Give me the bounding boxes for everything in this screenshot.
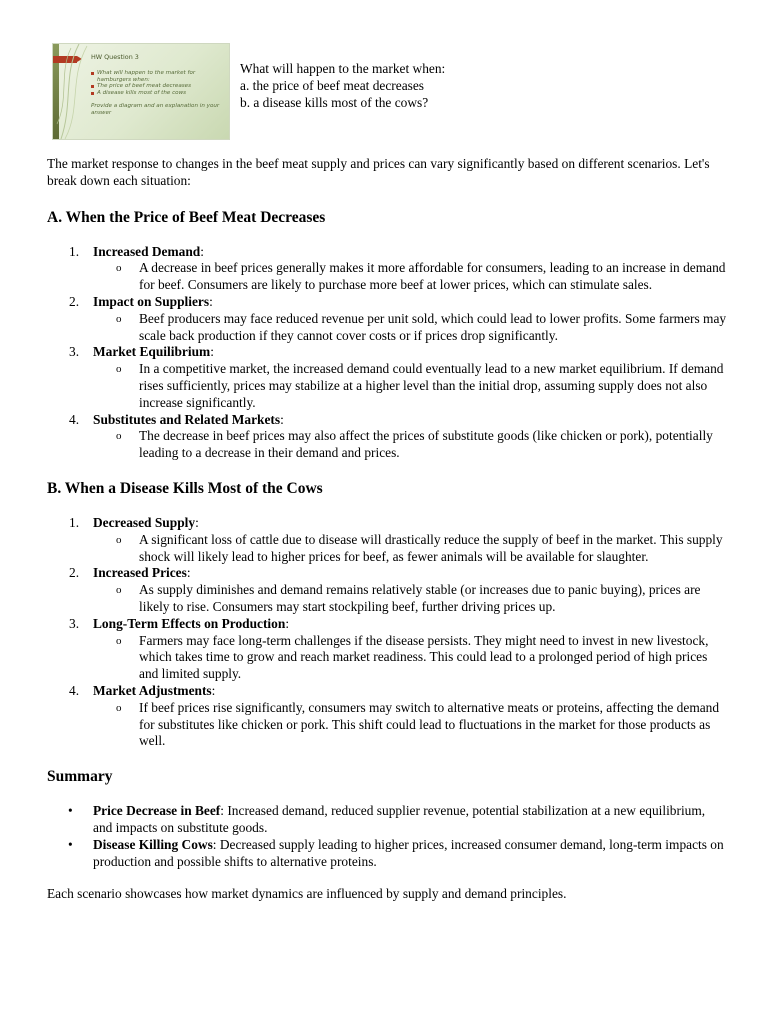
item-detail: o The decrease in beef prices may also affect the prices of substitute goods (like chicken or pork), potentially leading to a decrease in their demand and prices.: [47, 428, 727, 462]
section-a-heading: A. When the Price of Beef Meat Decreases: [47, 208, 326, 226]
item-detail: o A decrease in beef prices generally makes it more affordable for consumers, leading to an increase in demand for beef. Consumers are likely to purchase more beef at lower prices, which can stimulate sales.: [47, 260, 727, 294]
list-item: 1. Increased Demand: o A decrease in beef prices generally makes it more affordable for consumers, leading to an increase in demand for beef. Consumers are likely to purchase more beef at lower prices, which can stimulate sales.: [47, 244, 727, 294]
list-item: 2. Increased Prices: o As supply diminishes and demand remains relatively stable (or increases due to panic buying), prices are likely to rise. Consumers may start stockpiling beef, further driving prices up.: [47, 565, 727, 615]
item-number: 1.: [69, 243, 80, 259]
question-block: [240, 60, 445, 111]
item-number: 1.: [69, 514, 80, 530]
item-label: Substitutes and Related Markets: [93, 411, 281, 427]
list-item: 4. Substitutes and Related Markets: o The decrease in beef prices may also affect the prices of substitute goods (like chicken or pork), potentially leading to a decrease in their demand and prices.: [47, 412, 727, 462]
summary-item: [47, 837, 727, 871]
item-detail: o In a competitive market, the increased demand could eventually lead to a new market equilibrium. If demand rises sufficiently, prices may stabilize at a higher level than the initial drop, assuming supply does not also increase significantly.: [47, 361, 727, 411]
item-label: Increased Prices: [93, 565, 187, 581]
header-row: [47, 43, 727, 139]
item-label: Market Equilibrium: [93, 344, 211, 360]
summary-detail: : Decreased supply leading to higher prices, increased consumer demand, long-term impacts on production and possible shifts to alternative proteins.: [93, 836, 724, 869]
item-number: 3.: [69, 615, 80, 631]
item-label: Market Adjustments: [93, 682, 212, 698]
summary-label: Price Decrease in Beef: [93, 803, 221, 819]
slide-note: Provide a diagram and an explanation in your answer: [91, 102, 220, 116]
item-label: Decreased Supply: [93, 514, 196, 530]
intro-paragraph: The market response to changes in the beef meat supply and prices can vary significantly based on different scenarios. Let's break down each situation:: [47, 156, 710, 188]
item-number: 2.: [69, 293, 80, 309]
summary-label: Disease Killing Cows: [93, 836, 213, 852]
document-page: [47, 43, 727, 903]
section-b-heading: B. When a Disease Kills Most of the Cows: [47, 479, 323, 497]
question-line: What will happen to the market when:: [240, 61, 446, 76]
list-item: 2. Impact on Suppliers: o Beef producers may face reduced revenue per unit sold, which could lead to lower profits. Some farmers may scale back production if they cannot cover costs or if prices drop significantly.: [47, 294, 727, 344]
slide-bullet: A disease kills most of the cows: [91, 90, 225, 97]
slide-title: HW Question 3: [91, 53, 139, 61]
question-line: a. the price of beef meat decreases: [240, 78, 425, 93]
slide-text: [91, 54, 225, 117]
slide-thumbnail: [52, 43, 230, 140]
item-detail: o Beef producers may face reduced revenue per unit sold, which could lead to lower profits. Some farmers may scale back production if they cannot cover costs or if prices drop significantly.: [47, 311, 727, 345]
item-label: Increased Demand: [93, 243, 201, 259]
item-detail: o If beef prices rise significantly, consumers may switch to alternative meats or proteins, affecting the demand for substitutes like chicken or pork. This shift could lead to fluctuations in the market for those products as well.: [47, 700, 727, 750]
list-item: 1. Decreased Supply: o A significant loss of cattle due to disease will drastically reduce the supply of beef in the market. This supply shock will likely lead to higher prices for beef, as fewer animals will be available for slaughter.: [47, 515, 727, 565]
item-detail: o As supply diminishes and demand remains relatively stable (or increases due to panic buying), prices are likely to rise. Consumers may start stockpiling beef, further driving prices up.: [47, 582, 727, 616]
summary-item: [47, 803, 727, 837]
list-item: 4. Market Adjustments: o If beef prices rise significantly, consumers may switch to alternative meats or proteins, affecting the demand for substitutes like chicken or pork. This shift could lead to fluctuations in the market for those products as well.: [47, 683, 727, 750]
list-item: 3. Long-Term Effects on Production: o Farmers may face long-term challenges if the disease persists. They might need to invest in new livestock, which takes time to grow and reach market readiness. This could lead to a prolonged period of high prices and limited supply.: [47, 616, 727, 683]
closing-paragraph: Each scenario showcases how market dynamics are influenced by supply and demand principles.: [47, 886, 567, 902]
slide-bullet: What will happen to the market for hamburgers when:: [91, 70, 225, 84]
section-a-list: [47, 244, 727, 462]
item-detail: o A significant loss of cattle due to disease will drastically reduce the supply of beef in the market. This supply shock will likely lead to higher prices for beef, as fewer animals will be available for slaughter.: [47, 532, 727, 566]
summary-detail: : Increased demand, reduced supplier revenue, potential stabilization at a new equilibrium, and impacts on substitute goods.: [93, 803, 706, 835]
item-label: Long-Term Effects on Production: [93, 615, 286, 631]
summary-heading: Summary: [47, 768, 113, 786]
item-number: 2.: [69, 565, 80, 581]
item-label: Impact on Suppliers: [93, 293, 210, 309]
section-b-list: [47, 515, 727, 750]
question-line: b. a disease kills most of the cows?: [240, 95, 429, 110]
summary-list: [47, 803, 727, 870]
item-detail: o Farmers may face long-term challenges if the disease persists. They might need to invest in new livestock, which takes time to grow and reach market readiness. This could lead to a prolonged period of high prices and limited supply.: [47, 633, 727, 683]
item-number: 3.: [69, 344, 80, 360]
list-item: 3. Market Equilibrium: o In a competitive market, the increased demand could eventually lead to a new market equilibrium. If demand rises sufficiently, prices may stabilize at a higher level than the initial drop, assuming supply does not also increase significantly.: [47, 344, 727, 411]
slide-bullet: The price of beef meat decreases: [91, 83, 225, 90]
item-number: 4.: [69, 411, 80, 427]
item-number: 4.: [69, 682, 80, 698]
